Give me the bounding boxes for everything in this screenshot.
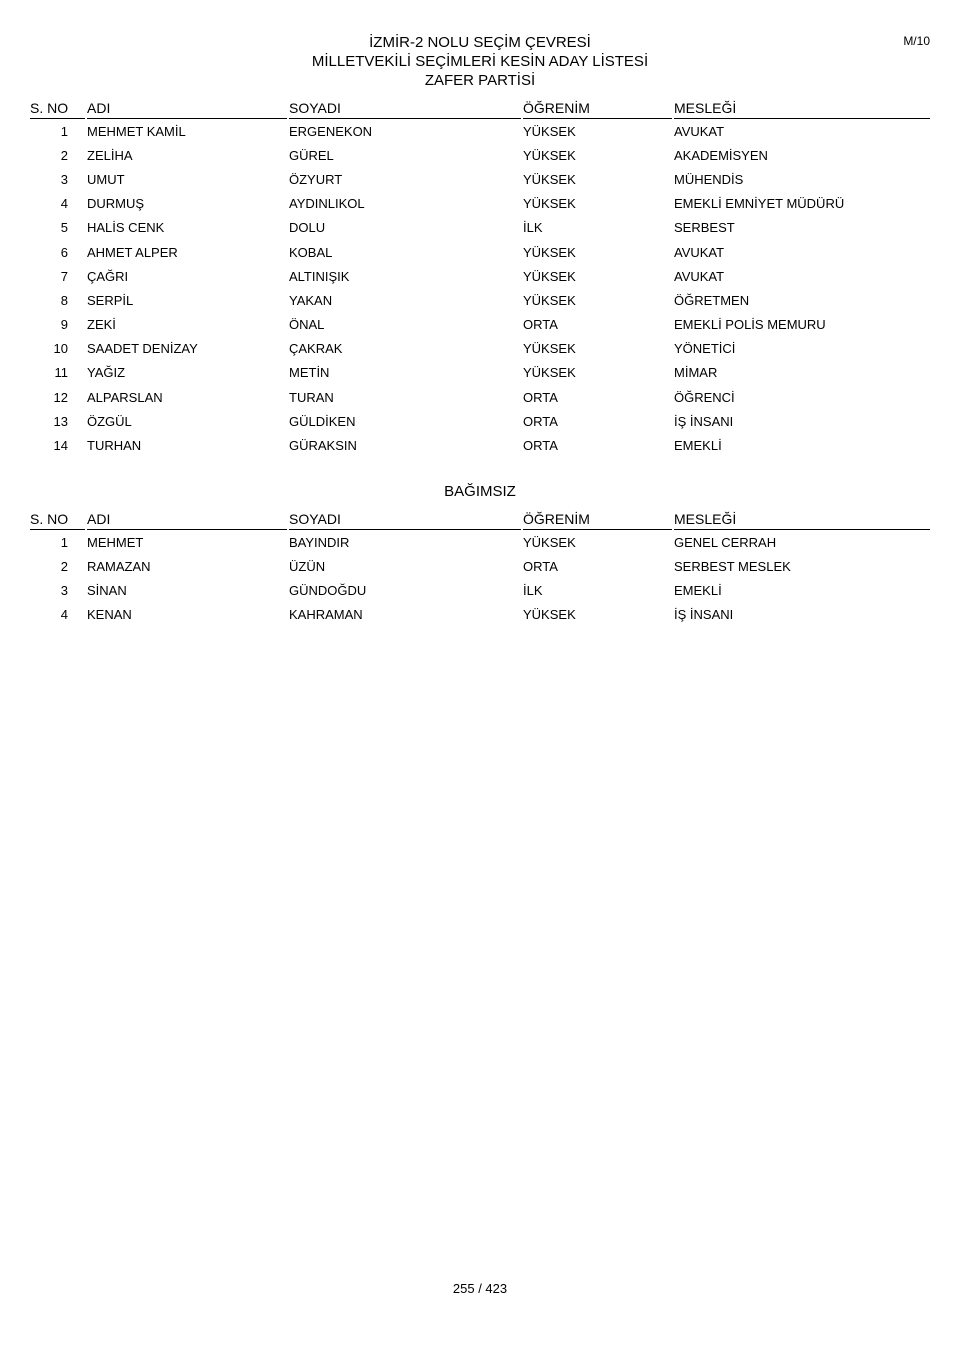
table-row (30, 240, 930, 264)
candidate-name: DURMUŞ (87, 196, 145, 212)
candidate-surname: DOLU (289, 220, 326, 236)
candidate-occupation: SERBEST MESLEK (674, 558, 791, 574)
candidate-name: SİNAN (87, 582, 127, 598)
table-row (30, 385, 930, 409)
candidate-surname: GÜNDOĞDU (289, 582, 367, 598)
candidate-surname: ERGENEKON (289, 123, 373, 139)
header-education: ÖĞRENİM (523, 505, 672, 530)
header-name: ADI (87, 505, 287, 530)
candidate-name: KENAN (87, 607, 132, 623)
candidate-name: MEHMET (87, 534, 144, 550)
candidate-occupation: ÖĞRETMEN (674, 292, 750, 308)
candidate-education: YÜKSEK (523, 365, 576, 381)
candidate-education: İLK (523, 220, 543, 236)
table-row (30, 603, 930, 627)
row-number: 10 (53, 341, 68, 357)
candidate-education: YÜKSEK (523, 607, 576, 623)
table-row (30, 288, 930, 312)
candidate-occupation: MİMAR (674, 365, 718, 381)
candidate-education: YÜKSEK (523, 196, 576, 212)
table-row (30, 433, 930, 457)
candidate-occupation: AVUKAT (674, 123, 725, 139)
table-row (30, 361, 930, 385)
candidate-education: ORTA (523, 438, 558, 454)
table-row (30, 264, 930, 288)
row-number: 12 (53, 389, 68, 405)
candidate-occupation: AVUKAT (674, 244, 725, 260)
candidate-occupation: GENEL CERRAH (674, 534, 777, 550)
candidate-education: ORTA (523, 317, 558, 333)
candidate-surname: BAYINDIR (289, 534, 350, 550)
title-election: MİLLETVEKİLİ SEÇİMLERİ KESİN ADAY LİSTESİ (311, 53, 649, 70)
header-surname: SOYADI (289, 505, 521, 530)
candidate-surname: KAHRAMAN (289, 607, 363, 623)
table-row (30, 167, 930, 191)
candidate-surname: TURAN (289, 389, 334, 405)
candidate-name: UMUT (87, 171, 125, 187)
candidate-occupation: İŞ İNSANI (674, 413, 734, 429)
row-number: 6 (60, 244, 68, 260)
header-occupation: MESLEĞİ (674, 94, 930, 119)
candidate-surname: KOBAL (289, 244, 333, 260)
candidate-occupation: EMEKLİ EMNİYET MÜDÜRÜ (674, 196, 845, 212)
row-number: 2 (60, 558, 68, 574)
party-candidate-table (30, 94, 930, 458)
candidate-name: SAADET DENİZAY (87, 341, 198, 357)
header-occupation: MESLEĞİ (674, 505, 930, 530)
candidate-occupation: EMEKLİ POLİS MEMURU (674, 317, 826, 333)
candidate-education: YÜKSEK (523, 341, 576, 357)
table-row (30, 554, 930, 578)
row-number: 4 (60, 607, 68, 623)
page-code: M/10 (903, 34, 930, 48)
candidate-surname: ÇAKRAK (289, 341, 343, 357)
candidate-education: İLK (523, 582, 543, 598)
candidate-occupation: MÜHENDİS (674, 171, 744, 187)
document-titles (0, 33, 960, 90)
candidate-surname: GÜREL (289, 147, 334, 163)
candidate-name: MEHMET KAMİL (87, 123, 186, 139)
header-education: ÖĞRENİM (523, 94, 672, 119)
candidate-occupation: SERBEST (674, 220, 735, 236)
candidate-name: ALPARSLAN (87, 389, 163, 405)
row-number: 3 (60, 171, 68, 187)
table-row (30, 119, 930, 143)
row-number: 5 (60, 220, 68, 236)
candidate-education: YÜKSEK (523, 147, 576, 163)
candidate-education: ORTA (523, 558, 558, 574)
table-row (30, 409, 930, 433)
table-row (30, 313, 930, 337)
row-number: 4 (60, 196, 68, 212)
independent-section-title: BAĞIMSIZ (444, 483, 516, 500)
candidate-education: YÜKSEK (523, 171, 576, 187)
table-row (30, 530, 930, 554)
row-number: 13 (53, 413, 68, 429)
candidate-education: YÜKSEK (523, 292, 576, 308)
candidate-occupation: YÖNETİCİ (674, 341, 736, 357)
candidate-occupation: AKADEMİSYEN (674, 147, 768, 163)
table-header (30, 94, 930, 119)
header-no: S. NO (30, 505, 85, 530)
header-surname: SOYADI (289, 94, 521, 119)
candidate-occupation: ÖĞRENCİ (674, 389, 735, 405)
candidate-name: ÖZGÜL (87, 413, 132, 429)
row-number: 14 (53, 438, 68, 454)
row-number: 1 (60, 534, 68, 550)
page-number: 255 / 423 (452, 1281, 508, 1296)
row-number: 3 (60, 582, 68, 598)
candidate-education: YÜKSEK (523, 268, 576, 284)
candidate-surname: GÜLDİKEN (289, 413, 356, 429)
candidate-surname: AYDINLIKOL (289, 196, 365, 212)
candidate-surname: METİN (289, 365, 330, 381)
row-number: 7 (60, 268, 68, 284)
candidate-name: HALİS CENK (87, 220, 165, 236)
table-header (30, 505, 930, 530)
candidate-name: RAMAZAN (87, 558, 151, 574)
candidate-surname: YAKAN (289, 292, 333, 308)
candidate-occupation: EMEKLİ (674, 582, 722, 598)
table-row (30, 192, 930, 216)
table-row (30, 337, 930, 361)
header-no: S. NO (30, 94, 85, 119)
candidate-education: ORTA (523, 389, 558, 405)
independent-candidate-table (30, 505, 930, 627)
candidate-surname: ALTINIŞIK (289, 268, 350, 284)
candidate-education: YÜKSEK (523, 244, 576, 260)
table-row (30, 578, 930, 602)
candidate-surname: ÜZÜN (289, 558, 326, 574)
candidate-occupation: EMEKLİ (674, 438, 722, 454)
candidate-name: ÇAĞRI (87, 268, 129, 284)
row-number: 8 (60, 292, 68, 308)
candidate-name: ZEKİ (87, 317, 116, 333)
table-row (30, 216, 930, 240)
candidate-name: YAĞIZ (87, 365, 126, 381)
candidate-name: ZELİHA (87, 147, 133, 163)
candidate-name: TURHAN (87, 438, 142, 454)
row-number: 2 (60, 147, 68, 163)
candidate-name: AHMET ALPER (87, 244, 178, 260)
candidate-education: YÜKSEK (523, 534, 576, 550)
candidate-surname: ÖNAL (289, 317, 325, 333)
candidate-surname: GÜRAKSIN (289, 438, 357, 454)
candidate-occupation: İŞ İNSANI (674, 607, 734, 623)
candidate-education: ORTA (523, 413, 558, 429)
row-number: 11 (54, 365, 68, 381)
row-number: 1 (60, 123, 68, 139)
title-party: ZAFER PARTİSİ (424, 72, 536, 89)
candidate-name: SERPİL (87, 292, 134, 308)
row-number: 9 (60, 317, 68, 333)
header-name: ADI (87, 94, 287, 119)
candidate-occupation: AVUKAT (674, 268, 725, 284)
table-row (30, 143, 930, 167)
title-district: İZMİR-2 NOLU SEÇİM ÇEVRESİ (369, 34, 591, 51)
candidate-education: YÜKSEK (523, 123, 576, 139)
candidate-surname: ÖZYURT (289, 171, 343, 187)
